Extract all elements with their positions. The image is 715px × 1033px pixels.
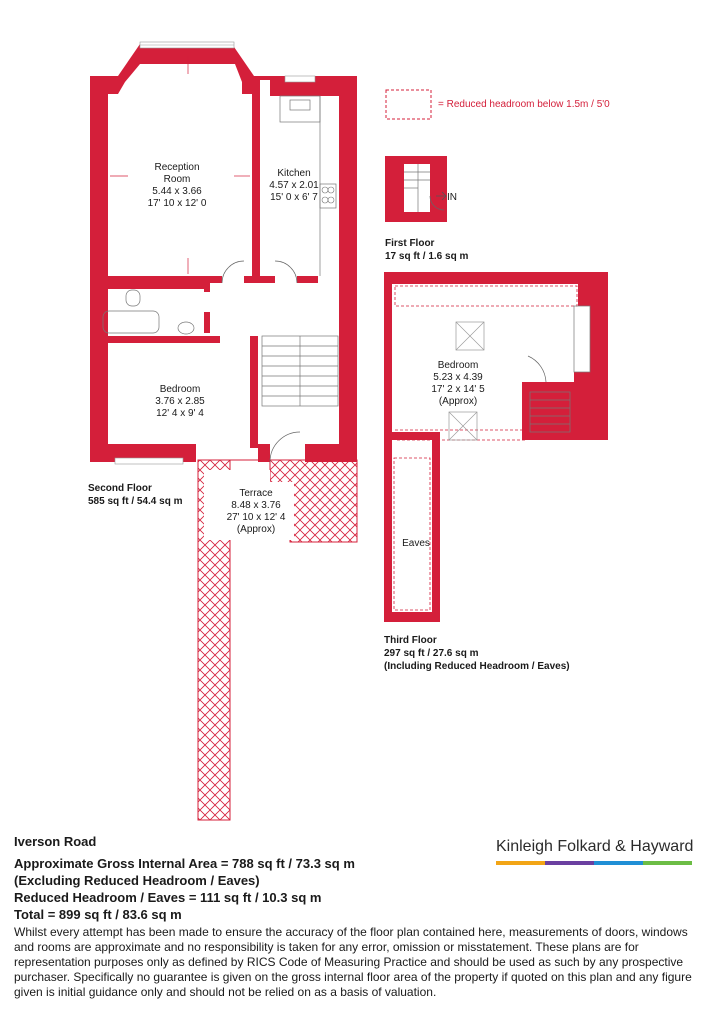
- brand-bar-orange: [496, 861, 545, 865]
- third-bedroom-imperial: 17' 2 x 14' 5: [431, 384, 485, 395]
- bedroom-name: Bedroom: [159, 384, 201, 395]
- agency-name: Kinleigh Folkard & Hayward: [496, 838, 694, 855]
- disclaimer: Whilst every attempt has been made to ensure the accuracy of the floor plan contained here, measurements of doors, windows and rooms are approximate and no responsibility is taken for any error, omission or misstatement. These plans are for representation purposes only as defined by RICS Code of Measuring Practice and should be used as such by any prospective purchaser. Specifically no guarantee is given on the gross internal floor area of the property if quoted on this plan and any figure given is initial guidance only and should not be relied on as a basis of valuation.: [14, 925, 692, 999]
- second-floor-plan: [90, 42, 357, 820]
- terrace-name: Terrace: [239, 488, 273, 499]
- second-floor-walls: [90, 44, 357, 462]
- first-floor-plan: [385, 156, 447, 222]
- third-bedroom-metric: 5.23 x 4.39: [433, 372, 483, 383]
- third-floor-label: Third Floor: [384, 635, 437, 646]
- first-floor-area: 17 sq ft / 1.6 sq m: [385, 251, 469, 262]
- kitchen-name: Kitchen: [277, 168, 311, 179]
- reception-imperial: 17' 10 x 12' 0: [147, 198, 207, 209]
- bedroom-metric: 3.76 x 2.85: [155, 396, 205, 407]
- address: Iverson Road: [14, 834, 97, 849]
- reduced-headroom-area: Reduced Headroom / Eaves = 111 sq ft / 10.3 sq m: [14, 890, 322, 905]
- first-floor-label: First Floor: [385, 238, 435, 249]
- legend-text: = Reduced headroom below 1.5m / 5'0: [438, 99, 610, 110]
- gia-note: (Excluding Reduced Headroom / Eaves): [14, 873, 260, 888]
- terrace-note: (Approx): [236, 524, 276, 535]
- brand-bar-purple: [545, 861, 594, 865]
- bedroom-imperial: 12' 4 x 9' 4: [156, 408, 204, 419]
- total-area: Total = 899 sq ft / 83.6 sq m: [14, 907, 182, 922]
- second-floor-area: 585 sq ft / 54.4 sq m: [88, 496, 183, 507]
- reception-name2: Room: [163, 174, 191, 185]
- second-floor-label: Second Floor: [88, 483, 152, 494]
- legend-swatch: [386, 90, 431, 119]
- eaves-label: Eaves: [402, 538, 430, 549]
- reception-metric: 5.44 x 3.66: [152, 186, 202, 197]
- brand-color-bar: [496, 861, 692, 865]
- terrace-imperial: 27' 10 x 12' 4: [226, 512, 286, 523]
- third-bedroom-name: Bedroom: [437, 360, 479, 371]
- third-floor-area: 297 sq ft / 27.6 sq m: [384, 648, 479, 659]
- kitchen-imperial: 15' 0 x 6' 7: [270, 192, 318, 203]
- entrance-label: IN: [447, 192, 457, 203]
- third-floor-note: (Including Reduced Headroom / Eaves): [384, 661, 570, 672]
- reception-name: Reception: [154, 162, 200, 173]
- third-floor-plan: [384, 272, 608, 622]
- kitchen-metric: 4.57 x 2.01: [269, 180, 319, 191]
- brand-bar-green: [643, 861, 692, 865]
- terrace-metric: 8.48 x 3.76: [231, 500, 281, 511]
- gross-internal-area: Approximate Gross Internal Area = 788 sq ft / 73.3 sq m: [14, 856, 355, 871]
- third-bedroom-note: (Approx): [438, 396, 478, 407]
- second-floor-stairs: [262, 336, 338, 406]
- agency-logo: [496, 838, 692, 865]
- brand-bar-blue: [594, 861, 643, 865]
